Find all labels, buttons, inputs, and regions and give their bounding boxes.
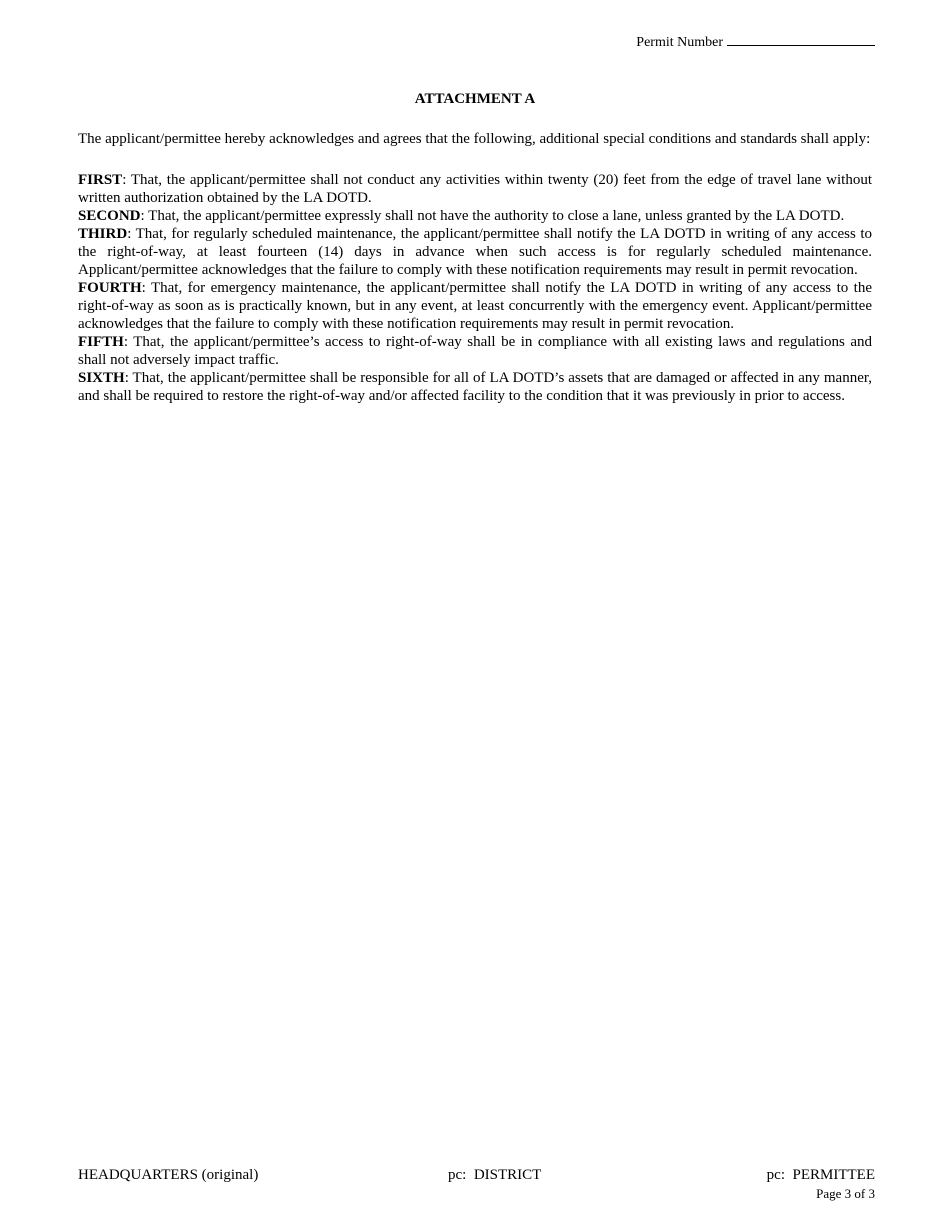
condition-third	[78, 225, 872, 279]
condition-text: : That, for emergency maintenance, the applicant/permittee shall notify the LA DOTD in writing of any access to the right-of-way as soon as is practically known, but in any event, at least concurrently with the emergency event. Applicant/permittee acknowledges that the failure to comply with these notification requirements may result in permit revocation.	[78, 280, 872, 332]
condition-text: : That, the applicant/permittee shall not conduct any activities within twenty (20) feet from the edge of travel lane without written authorization obtained by the LA DOTD.	[78, 172, 872, 206]
permit-number-label: Permit Number	[636, 35, 723, 50]
condition-second	[78, 207, 872, 225]
condition-text: : That, the applicant/permittee’s access to right-of-way shall be in compliance with all existing laws and regulations and shall not adversely impact traffic.	[78, 334, 872, 368]
condition-label: THIRD	[78, 226, 128, 242]
footer-district: pc: DISTRICT	[448, 1167, 542, 1183]
condition-text: : That, the applicant/permittee expressly shall not have the authority to close a lane, unless granted by the LA DOTD.	[140, 208, 845, 224]
condition-fifth	[78, 333, 872, 369]
condition-first	[78, 171, 872, 207]
condition-label: SECOND	[78, 208, 141, 224]
condition-label: SIXTH	[78, 370, 125, 386]
condition-sixth	[78, 369, 872, 405]
permit-number-field	[636, 34, 875, 51]
footer-headquarters: HEADQUARTERS (original)	[78, 1167, 259, 1183]
intro-paragraph: The applicant/permittee hereby acknowledges and agrees that the following, additional special conditions and standards shall apply:	[78, 131, 871, 147]
document-body	[78, 130, 872, 405]
document-title: ATTACHMENT A	[414, 91, 536, 107]
condition-label: FIRST	[78, 172, 123, 188]
footer-permittee: pc: PERMITTEE	[766, 1167, 875, 1183]
condition-label: FOURTH	[78, 280, 142, 296]
permit-number-blank-line	[727, 34, 875, 46]
condition-label: FIFTH	[78, 334, 124, 350]
condition-text: : That, for regularly scheduled maintenance, the applicant/permittee shall notify the LA DOTD in writing of any access to the right-of-way, at least fourteen (14) days in advance when such access is for regularly scheduled maintenance. Applicant/permittee acknowledges that the failure to comply with these notification requirements may result in permit revocation.	[78, 226, 872, 278]
page-number: Page 3 of 3	[816, 1186, 875, 1201]
condition-text: : That, the applicant/permittee shall be responsible for all of LA DOTD’s assets that are damaged or affected in any manner, and shall be required to restore the right-of-way and/or affected facility to the condition that it was previously in prior to access.	[78, 370, 872, 404]
distribution-footer	[78, 1167, 875, 1187]
condition-fourth	[78, 279, 872, 333]
